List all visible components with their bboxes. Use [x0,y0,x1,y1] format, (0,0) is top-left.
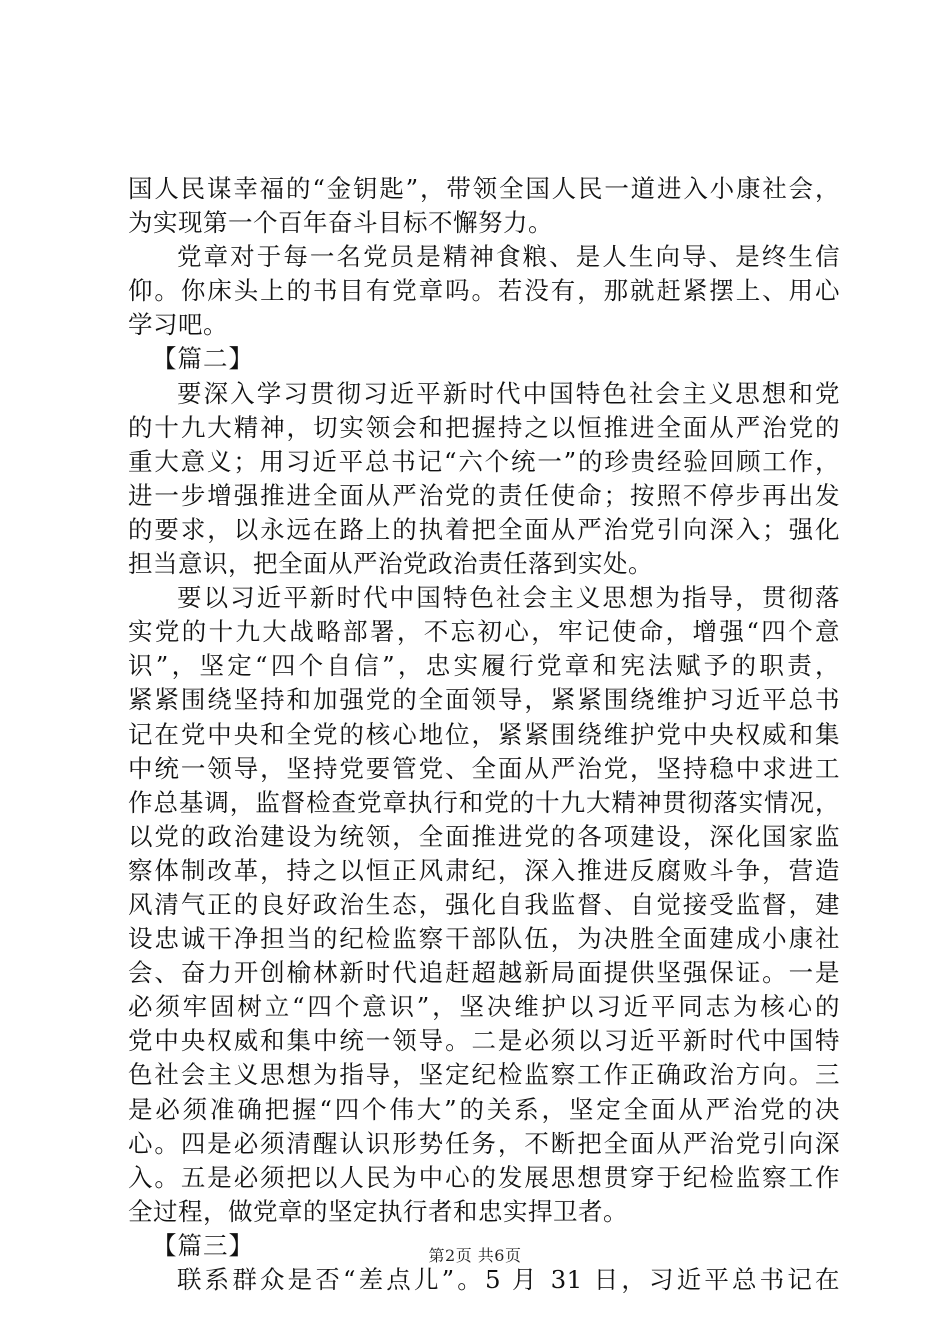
text-line: 全过程，做党章的坚定执行者和忠实捍卫者。 [128,1196,628,1226]
text-line: 仰。你床头上的书目有党章吗。若没有，那就赶紧摆上、用心 [128,276,840,306]
text-line: 风清气正的良好政治生态，强化自我监督、自觉接受监督，建 [128,889,840,919]
text-line: 要深入学习贯彻习近平新时代中国特色社会主义思想和党 [177,378,840,408]
text-line: 实党的十九大战略部署，不忘初心，牢记使命，增强“四个意 [128,617,840,647]
text-line: 察体制改革，持之以恒正风肃纪，深入推进反腐败斗争，营造 [128,855,840,885]
text-line: 党章对于每一名党员是精神食粮、是人生向导、是终生信 [177,242,840,272]
document-body [128,172,840,1297]
text-line: 国人民谋幸福的“金钥匙”，带领全国人民一道进入小康社会， [128,174,840,203]
text-line: 为实现第一个百年奋斗目标不懈努力。 [128,208,553,238]
text-line: 进一步增强推进全面从严治党的责任使命；按照不停步再出发 [128,480,840,510]
section-heading: 【篇二】 [152,344,254,374]
text-line: 的要求，以永远在路上的执着把全面从严治党引向深入；强化 [128,514,840,544]
text-line: 会、奋力开创榆林新时代追赶超越新局面提供坚强保证。一是 [128,958,840,988]
page-footer: 第2页 共6页 [428,1246,522,1265]
text-line: 入。五是必须把以人民为中心的发展思想贯穿于纪检监察工作 [128,1162,840,1192]
text-line: 的十九大精神，切实领会和把握持之以恒推进全面从严治党的 [128,412,840,442]
text-line: 记在党中央和全党的核心地位，紧紧围绕维护党中央权威和集 [128,719,840,749]
text-line: 设忠诚干净担当的纪检监察干部队伍，为决胜全面建成小康社 [128,924,840,954]
text-line: 作总基调，监督检查党章执行和党的十九大精神贯彻落实情况， [128,787,840,817]
text-line: 担当意识，把全面从严治党政治责任落到实处。 [128,549,653,579]
text-line: 是必须准确把握“四个伟大”的关系，坚定全面从严治党的决 [128,1094,840,1124]
text-line: 联系群众是否“差点儿”。5 月 31 日，习近平总书记在 [177,1265,840,1294]
text-line: 党中央权威和集中统一领导。二是必须以习近平新时代中国特 [128,1026,840,1056]
text-line: 中统一领导，坚持党要管党、全面从严治党，坚持稳中求进工 [128,753,840,783]
text-line: 色社会主义思想为指导，坚定纪检监察工作正确政治方向。三 [128,1060,840,1090]
text-line: 识”，坚定“四个自信”，忠实履行党章和宪法赋予的职责， [128,651,840,681]
text-line: 必须牢固树立“四个意识”，坚决维护以习近平同志为核心的 [128,992,840,1022]
text-line: 学习吧。 [128,310,228,340]
text-line: 以党的政治建设为统领，全面推进党的各项建设，深化国家监 [128,821,840,851]
text-line: 紧紧围绕坚持和加强党的全面领导，紧紧围绕维护习近平总书 [128,685,840,715]
text-line: 要以习近平新时代中国特色社会主义思想为指导，贯彻落 [177,583,840,613]
text-line: 重大意义；用习近平总书记“六个统一”的珍贵经验回顾工作， [128,446,840,476]
section-heading: 【篇三】 [152,1230,254,1260]
text-line: 心。四是必须清醒认识形势任务，不断把全面从严治党引向深 [128,1128,840,1158]
